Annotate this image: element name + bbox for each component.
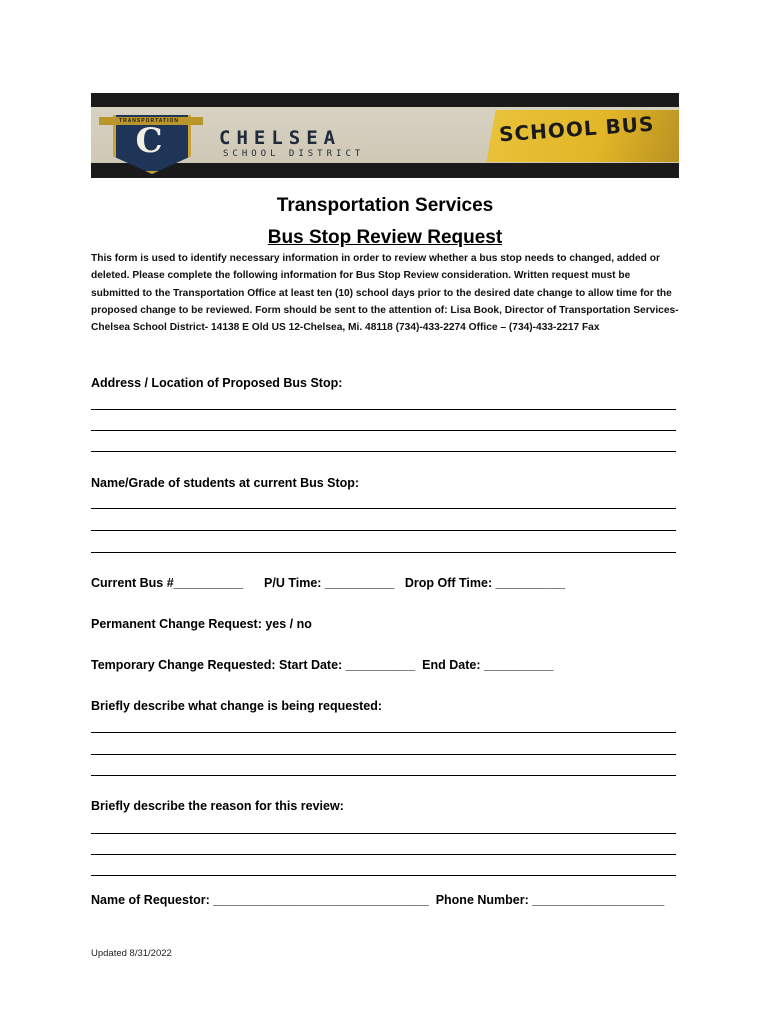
shield-letter: C xyxy=(135,121,163,161)
district-banner xyxy=(91,93,679,178)
address-line-3[interactable] xyxy=(91,451,676,452)
form-title: Bus Stop Review Request xyxy=(267,227,503,248)
permanent-change-field[interactable]: Permanent Change Request: yes / no xyxy=(91,617,312,631)
describe-change-label: Briefly describe what change is being requested: xyxy=(91,699,383,713)
describe-change-line-1[interactable] xyxy=(91,732,676,733)
updated-date: Updated 8/31/2022 xyxy=(91,948,172,959)
page-title: Transportation Services xyxy=(276,195,494,216)
address-line-2[interactable] xyxy=(91,430,676,431)
bus-times-row[interactable]: Current Bus #__________ P/U Time: __________ Drop Off Time: __________ xyxy=(91,576,566,590)
describe-reason-line-1[interactable] xyxy=(91,833,676,834)
school-bus-text: SCHOOL BUS xyxy=(498,111,656,147)
temporary-change-row[interactable]: Temporary Change Requested: Start Date: __________ End Date: __________ xyxy=(91,658,554,672)
shield-ribbon-text: TRANSPORTATION xyxy=(119,118,179,124)
address-line-1[interactable] xyxy=(91,409,676,410)
describe-change-line-2[interactable] xyxy=(91,754,676,755)
describe-reason-line-3[interactable] xyxy=(91,875,676,876)
intro-paragraph: This form is used to identify necessary information in order to review whether a bus stop needs to changed, added or deleted. Please complete the following information for Bus Stop Review consideration. Written request must be submitted to the Transportation Office at least ten (10) school days prior to the desired date change to allow time for the proposed change to be reviewed. Form should be sent to the attention of: Lisa Book, Director of Transportation Services-Chelsea School District- 14138 E Old US 12-Chelsea, Mi. 48118 (734)-433-2274 Office – (734)-433-2217 Fax xyxy=(91,253,679,334)
requestor-row[interactable]: Name of Requestor: _______________________________ Phone Number: ___________________ xyxy=(91,893,665,907)
district-name: CHELSEA xyxy=(219,127,342,149)
students-line-3[interactable] xyxy=(91,552,676,553)
describe-reason-line-2[interactable] xyxy=(91,854,676,855)
district-subtitle: SCHOOL DISTRICT xyxy=(223,149,365,159)
describe-change-line-3[interactable] xyxy=(91,775,676,776)
address-label: Address / Location of Proposed Bus Stop: xyxy=(91,376,343,390)
students-line-1[interactable] xyxy=(91,508,676,509)
students-line-2[interactable] xyxy=(91,530,676,531)
students-label: Name/Grade of students at current Bus Stop: xyxy=(91,476,360,490)
describe-reason-label: Briefly describe the reason for this review: xyxy=(91,799,344,813)
